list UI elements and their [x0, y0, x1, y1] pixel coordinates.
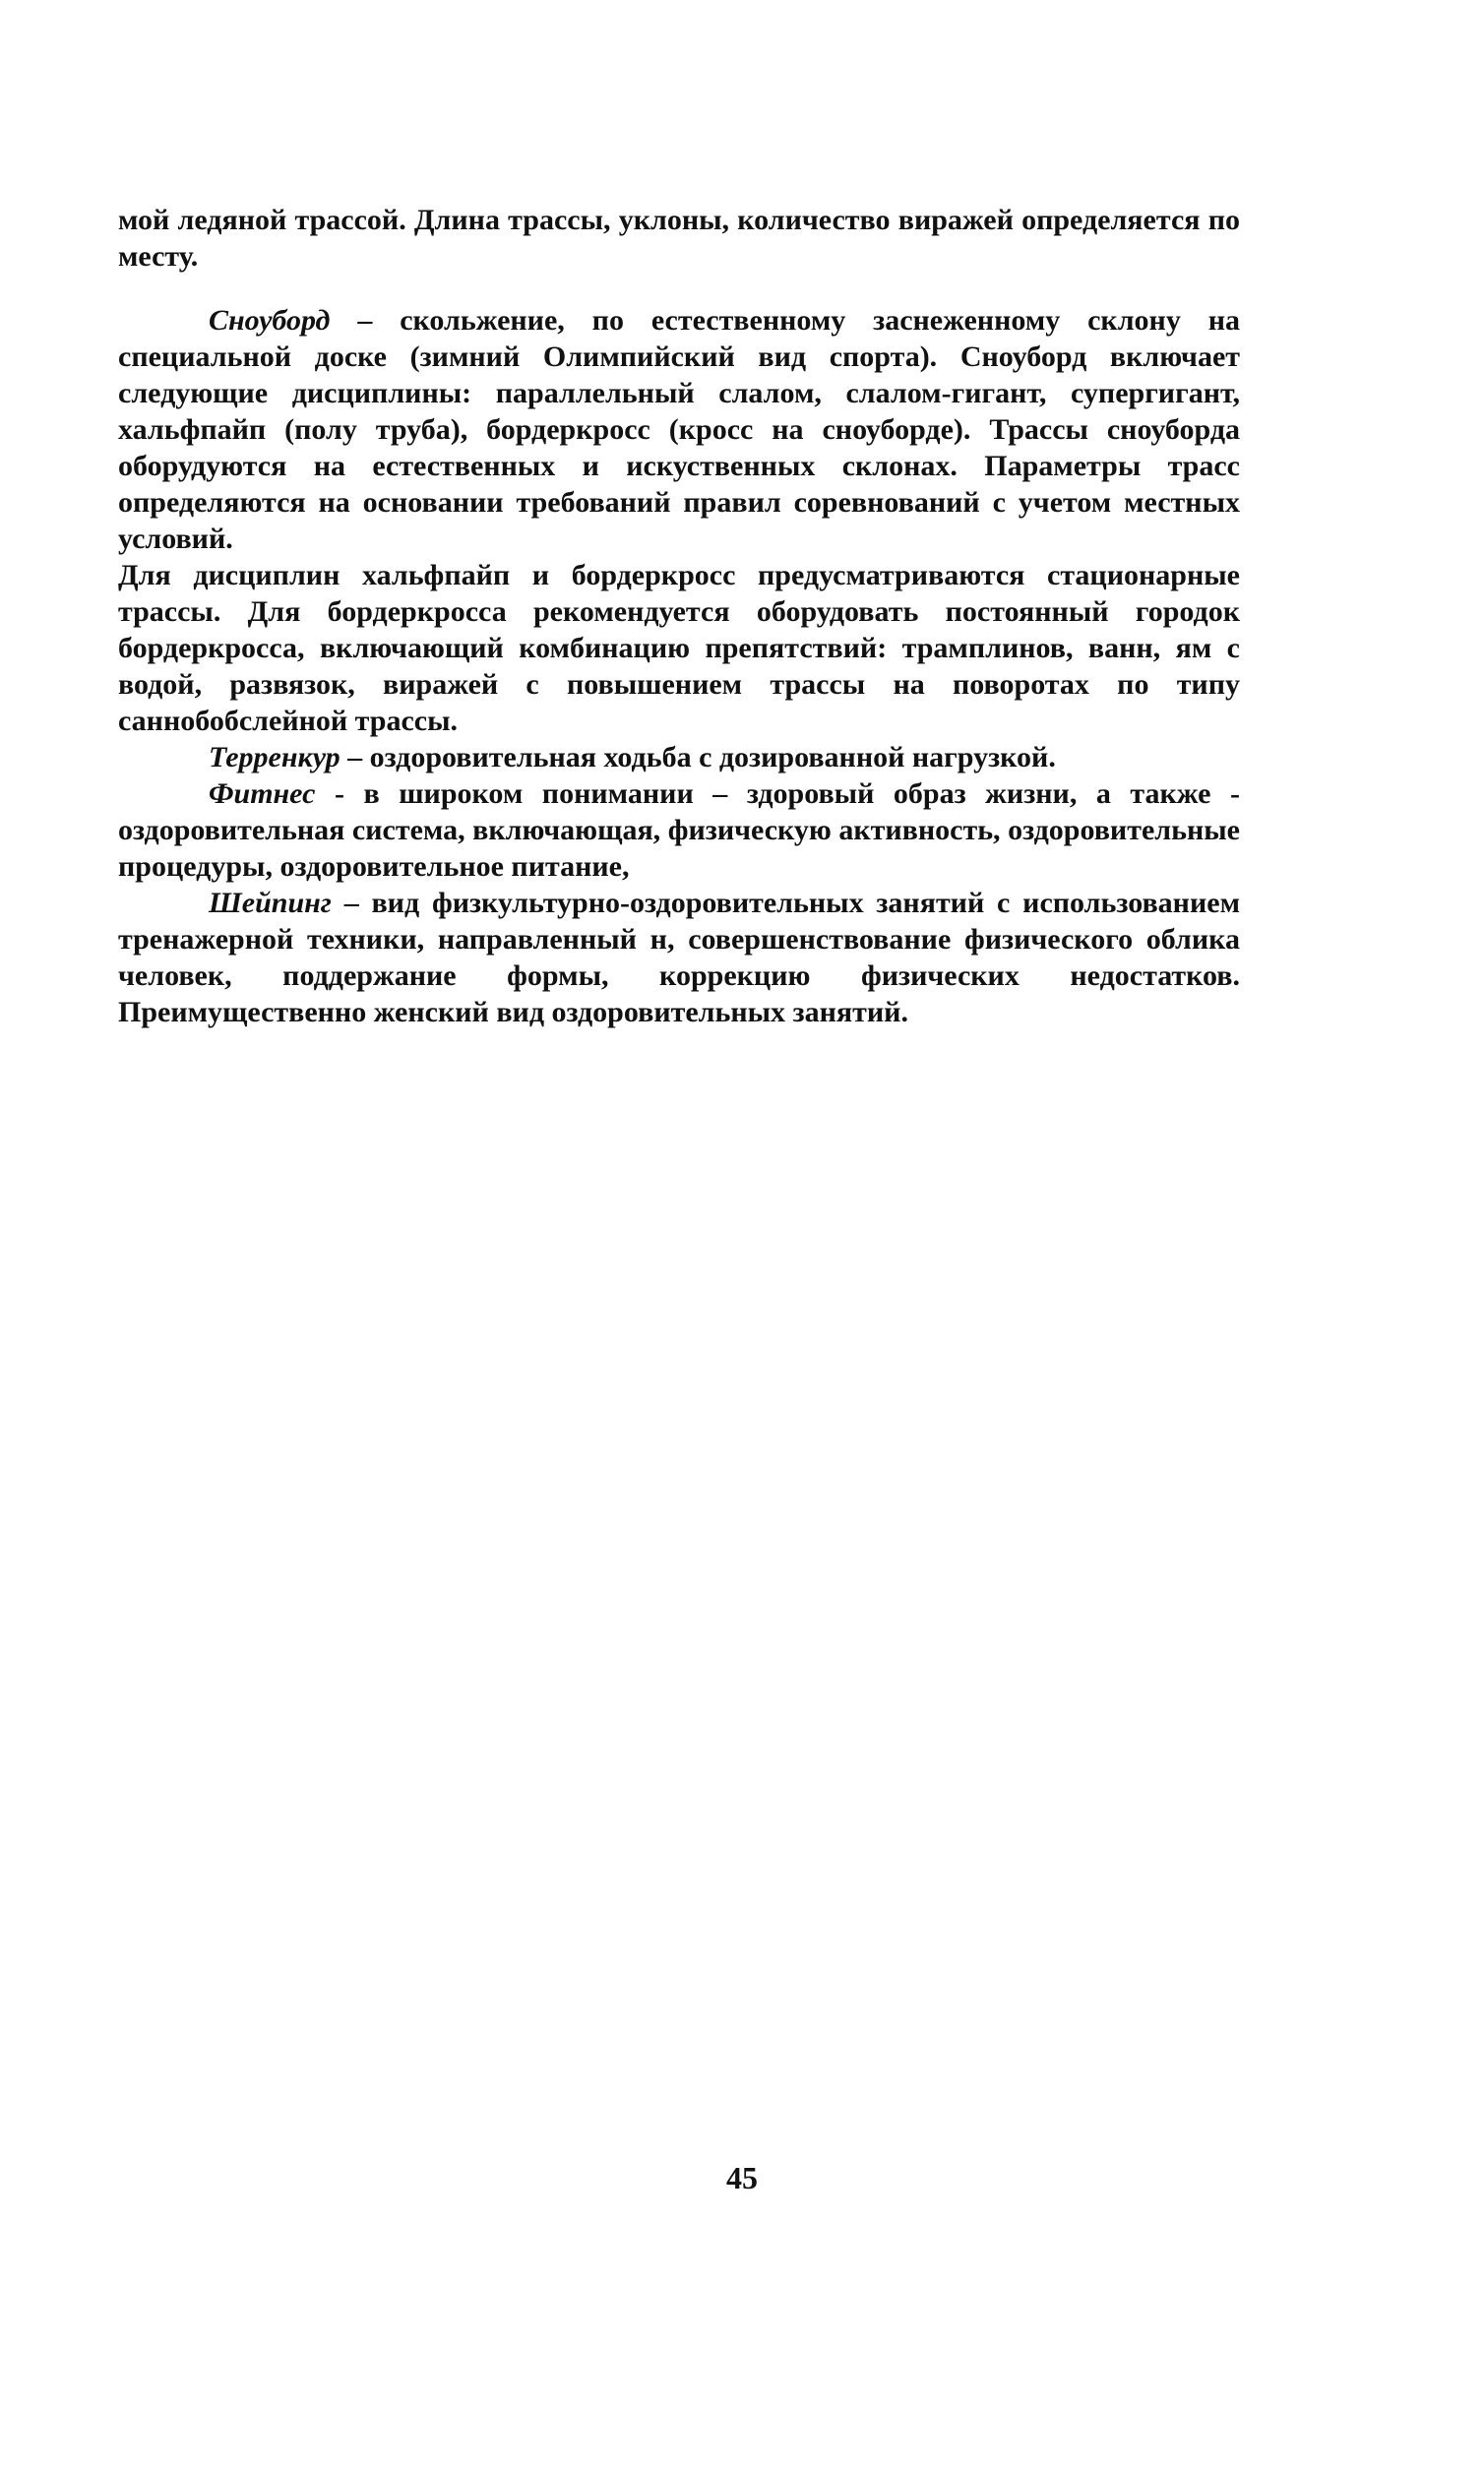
term-terrenkur: Терренкур: [209, 741, 340, 773]
term-fitness: Фитнес: [209, 777, 316, 810]
paragraph-fitness: [118, 775, 1240, 885]
paragraph-continuation: [118, 202, 1240, 275]
page-number: 45: [726, 2160, 758, 2195]
term-shaping: Шейпинг: [209, 887, 332, 919]
paragraph-text: Для дисциплин хальфпайп и бордеркросс предусматриваются стационарные трассы. Для бордеркросса рекомендуется оборудовать постоянный городок бордеркросса, включающий комбинацию препятствий: трамплинов, ванн, ям с водой, развязок, виражей с повышением трассы на поворотах по типу саннобобслейной трассы.: [118, 559, 1240, 737]
paragraph-text: – скольжение, по естественному заснеженному склону на специальной доске (зимний Олимпийский вид спорта). Сноуборд включает следующие дисциплины: параллельный слалом, слалом-гигант, супергигант, хальфпайп (полу труба), бордеркросс (кросс на сноуборде). Трассы сноуборда оборудуются на естественных и искуственных склонах. Параметры трасс определяются на основании требований правил соревнований с учетом местных условий.: [118, 304, 1240, 555]
paragraph-text: мой ледяной трассой. Длина трассы, уклоны, количество виражей определяется по месту.: [118, 204, 1240, 273]
body-text: [118, 202, 1240, 1030]
paragraph-shaping: [118, 885, 1240, 1030]
paragraph-disciplines: [118, 557, 1240, 739]
paragraph-terrenkur: [118, 739, 1240, 775]
paragraph-snowboard: [118, 302, 1240, 557]
paragraph-text: – оздоровительная ходьба с дозированной нагрузкой.: [340, 741, 1056, 773]
paragraph-text: - в широком понимании – здоровый образ жизни, а также - оздоровительная система, включающая, физическую активность, оздоровительные процедуры, оздоровительное питание,: [118, 777, 1240, 883]
paragraph-text: – вид физкультурно-оздоровительных занятий с использованием тренажерной техники, направленный н, совершенствование физического облика человек, поддержание формы, коррекцию физических недостатков. Преимущественно женский вид оздоровительных занятий.: [118, 887, 1240, 1028]
term-snowboard: Сноуборд: [209, 304, 331, 337]
